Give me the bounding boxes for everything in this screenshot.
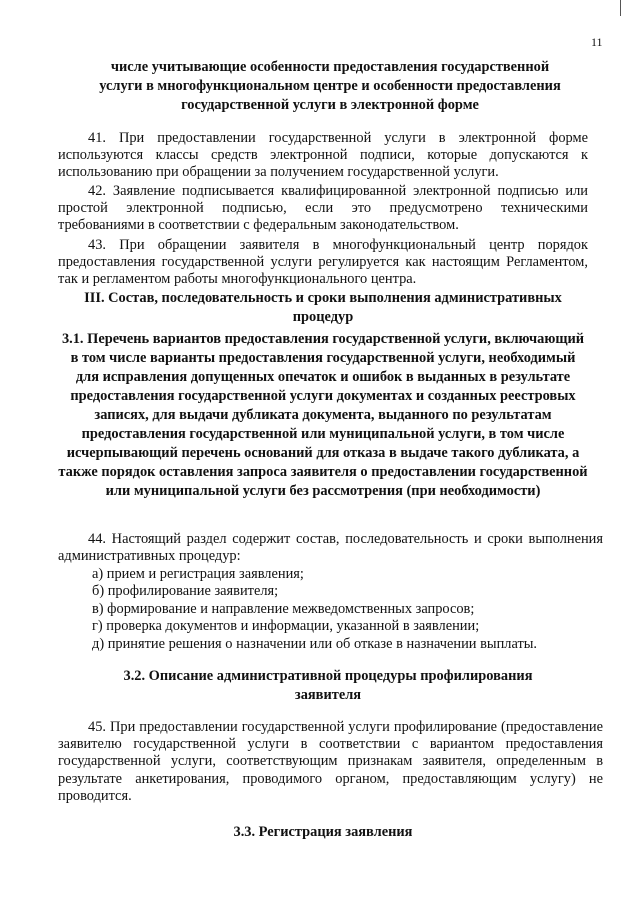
intro-heading: числе учитывающие особенности предоставления государственной услуги в многофункциональном центре и особенности предоставления государственной услуги в электронной форме xyxy=(99,59,561,113)
list-item: а) прием и регистрация заявления; xyxy=(92,566,304,582)
section-3-1-heading: 3.1. Перечень вариантов предоставления государственной услуги, включающий в том числе варианты предоставления государственной услуги, необходимый для исправления допущенных опечаток и ошибок в выданных в результате предоставления государственной услуги документах и созданных реестровых записях, для выдачи дубликата документа, выданного по результатам предоставления государственной или муниципальной услуги, в том числе исчерпывающий перечень оснований для отказа в выдаче такого дубликата, а также порядок оставления запроса заявителя о предоставлении государственной или муниципальной услуги без рассмотрения (при необходимости) xyxy=(58,331,588,499)
list-item: д) принятие решения о назначении или об отказе в назначении выплаты. xyxy=(92,635,538,652)
section-iii-heading: III. Состав, последовательность и сроки выполнения административных процедур xyxy=(84,290,562,325)
paragraph-41: 41. При предоставлении государственной услуги в электронной форме используются классы средств электронной подписи, которые допускаются к использованию при обращении за получением государственной услуги. xyxy=(58,130,588,181)
scan-edge-mark xyxy=(620,0,621,16)
list-item: г) проверка документов и информации, указанной в заявлении; xyxy=(92,618,480,635)
procedures-list xyxy=(92,566,537,653)
section-3-2-heading: 3.2. Описание административной процедуры профилирования заявителя xyxy=(123,668,533,703)
page-number: 11 xyxy=(591,35,603,49)
section-3-3-heading: 3.3. Регистрация заявления xyxy=(233,824,413,840)
paragraph-43: 43. При обращении заявителя в многофункциональный центр порядок предоставления государственной услуги регулируется как настоящим Регламентом, так и регламентом работы многофункционального центра. xyxy=(58,237,588,288)
list-item: в) формирование и направление межведомственных запросов; xyxy=(92,600,475,617)
list-item: б) профилирование заявителя; xyxy=(92,583,279,600)
paragraph-44: 44. Настоящий раздел содержит состав, последовательность и сроки выполнения административных процедур: xyxy=(58,531,603,565)
paragraph-45: 45. При предоставлении государственной услуги профилирование (предоставление заявителю государственной услуги в соответствии с вариантом предоставления государственной услуги, соответствующим признакам заявителя, определенным в результате анкетирования, проводимого органом, предоставляющим услугу) не проводится. xyxy=(58,719,603,804)
paragraph-42: 42. Заявление подписывается квалифицированной электронной подписью или простой электронной подписью, если это предусмотрено техническими требованиями в соответствии с федеральным законодательством. xyxy=(58,183,588,234)
